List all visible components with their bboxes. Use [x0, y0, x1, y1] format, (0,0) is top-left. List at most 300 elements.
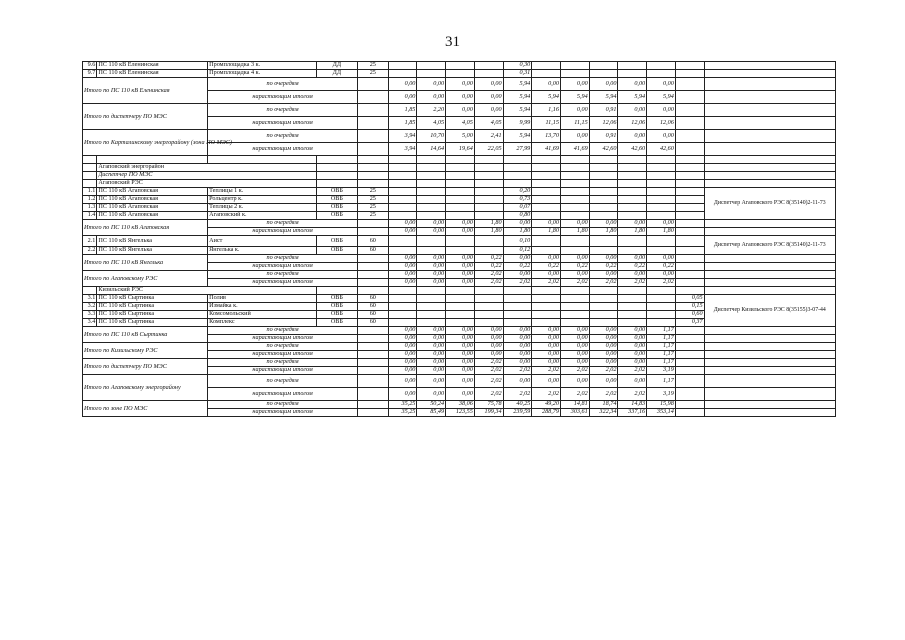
total-mode: нарастающим итогом	[208, 143, 358, 156]
empty-cell	[357, 172, 388, 180]
value-cell: 1,17	[647, 343, 676, 351]
value-cell	[532, 188, 561, 196]
value-cell: 0,00	[532, 343, 561, 351]
value-cell	[647, 70, 676, 78]
value-cell: 239,59	[503, 409, 532, 417]
value-cell: 0,00	[560, 327, 589, 335]
value-cell: 0,00	[532, 220, 561, 228]
empty-cell	[357, 351, 388, 359]
value-cell	[675, 359, 704, 367]
value-cell: 0,00	[446, 78, 475, 91]
value-cell	[474, 204, 503, 212]
value-cell: 0,22	[560, 263, 589, 271]
empty-cell	[704, 220, 835, 228]
value-cell	[532, 236, 561, 247]
substation-name: ПС 110 кВ Сыртинка	[97, 303, 208, 311]
empty-cell	[474, 156, 503, 164]
value-cell	[417, 62, 446, 70]
value-cell	[446, 70, 475, 78]
empty-cell	[83, 180, 97, 188]
value-cell	[675, 78, 704, 91]
value-cell	[388, 62, 417, 70]
ach-type: ОВБ	[316, 303, 357, 311]
value-cell: 0,00	[446, 255, 475, 263]
feeder-name: Промплощадка 3 к.	[208, 62, 317, 70]
feeder-name: Агаповский к.	[208, 212, 317, 220]
total-row-queue	[83, 359, 836, 367]
value-cell	[503, 303, 532, 311]
table-row	[83, 70, 836, 78]
value-cell	[474, 303, 503, 311]
value-cell: 0,00	[503, 359, 532, 367]
value-cell: 2,02	[589, 279, 618, 287]
total-mode: по очередям	[208, 359, 358, 367]
value-cell: 0,00	[532, 375, 561, 388]
setting-value: 60	[357, 319, 388, 327]
empty-cell	[560, 172, 589, 180]
value-cell: 0,00	[417, 388, 446, 401]
value-cell: 1,17	[647, 375, 676, 388]
empty-cell	[704, 164, 835, 172]
value-cell	[675, 388, 704, 401]
value-cell	[503, 319, 532, 327]
value-cell	[560, 212, 589, 220]
value-cell: 0,00	[446, 220, 475, 228]
table-row	[83, 295, 836, 303]
substation-name: ПС 110 кВ Янгелька	[97, 236, 208, 247]
total-label: Итого по ПС 110 кВ Сыртинка	[83, 327, 208, 343]
value-cell: 3,19	[647, 388, 676, 401]
empty-cell	[675, 164, 704, 172]
value-cell: 0,00	[647, 255, 676, 263]
value-cell: 0,00	[618, 78, 647, 91]
value-cell	[417, 311, 446, 319]
value-cell	[675, 263, 704, 271]
empty-cell	[83, 287, 97, 295]
empty-cell	[357, 327, 388, 335]
value-cell: 0,00	[388, 359, 417, 367]
value-cell: 0,22	[618, 263, 647, 271]
empty-cell	[417, 164, 446, 172]
value-cell: 0,00	[417, 367, 446, 375]
item-number: 3.2	[83, 303, 97, 311]
empty-cell	[388, 180, 417, 188]
value-cell: 0,00	[618, 335, 647, 343]
value-cell	[589, 236, 618, 247]
value-cell: 0,00	[618, 375, 647, 388]
value-cell: 0,00	[474, 104, 503, 117]
value-cell	[474, 188, 503, 196]
value-cell: 1,80	[560, 228, 589, 236]
value-cell	[675, 375, 704, 388]
value-cell: 5,94	[560, 91, 589, 104]
value-cell	[560, 303, 589, 311]
value-cell: 14,81	[560, 401, 589, 409]
empty-cell	[357, 220, 388, 228]
value-cell: 0,00	[618, 359, 647, 367]
value-cell: 1,80	[618, 228, 647, 236]
value-cell: 0,22	[474, 255, 503, 263]
empty-cell	[503, 164, 532, 172]
setting-value: 25	[357, 204, 388, 212]
value-cell	[675, 62, 704, 70]
empty-cell	[532, 156, 561, 164]
empty-cell	[675, 156, 704, 164]
total-row-queue	[83, 343, 836, 351]
value-cell: 1,85	[388, 104, 417, 117]
value-cell	[532, 295, 561, 303]
empty-cell	[417, 156, 446, 164]
value-cell	[675, 130, 704, 143]
ach-type: ДД	[316, 70, 357, 78]
value-cell: 35,25	[388, 409, 417, 417]
value-cell: 0,00	[417, 271, 446, 279]
value-cell: 12,06	[647, 117, 676, 130]
setting-value: 25	[357, 188, 388, 196]
value-cell	[417, 188, 446, 196]
setting-value: 60	[357, 311, 388, 319]
value-cell: 0,10	[503, 236, 532, 247]
value-cell: 0,00	[560, 359, 589, 367]
value-cell: 0,91	[589, 130, 618, 143]
value-cell	[388, 196, 417, 204]
value-cell: 14,64	[417, 143, 446, 156]
empty-cell	[589, 172, 618, 180]
value-cell	[446, 188, 475, 196]
value-cell: 0,30	[503, 62, 532, 70]
empty-cell	[357, 78, 388, 91]
value-cell	[388, 212, 417, 220]
value-cell	[589, 303, 618, 311]
value-cell	[532, 247, 561, 255]
setting-value: 60	[357, 247, 388, 255]
value-cell: 0,00	[417, 359, 446, 367]
value-cell: 0,22	[647, 263, 676, 271]
value-cell: 1,80	[647, 228, 676, 236]
value-cell: 0,00	[417, 335, 446, 343]
empty-cell	[388, 172, 417, 180]
value-cell: 0,00	[503, 351, 532, 359]
value-cell	[647, 319, 676, 327]
empty-cell	[357, 164, 388, 172]
value-cell	[675, 228, 704, 236]
empty-cell	[704, 70, 835, 78]
value-cell: 15,98	[647, 401, 676, 409]
ach-type: ОВБ	[316, 204, 357, 212]
value-cell	[560, 236, 589, 247]
total-mode: по очередям	[208, 130, 358, 143]
total-label: Итого по диспетчеру ПО МЭС	[83, 104, 208, 130]
total-mode: по очередям	[208, 255, 358, 263]
value-cell	[388, 204, 417, 212]
value-cell	[560, 295, 589, 303]
value-cell: 0,20	[503, 188, 532, 196]
value-cell: 0,00	[388, 279, 417, 287]
value-cell: 2,41	[474, 130, 503, 143]
item-number: 1.4	[83, 212, 97, 220]
value-cell	[618, 303, 647, 311]
total-mode: по очередям	[208, 78, 358, 91]
value-cell	[417, 295, 446, 303]
empty-cell	[589, 287, 618, 295]
value-cell	[647, 311, 676, 319]
total-row-queue	[83, 327, 836, 335]
empty-cell	[704, 156, 835, 164]
value-cell	[675, 188, 704, 196]
total-mode: по очередям	[208, 220, 358, 228]
value-cell: 0,00	[446, 335, 475, 343]
value-cell	[647, 188, 676, 196]
feeder-name: Комсомольский	[208, 311, 317, 319]
empty-cell	[704, 263, 835, 271]
value-cell: 0,00	[560, 78, 589, 91]
value-cell	[589, 70, 618, 78]
ach-type: ОВБ	[316, 212, 357, 220]
value-cell: 42,60	[647, 143, 676, 156]
value-cell	[560, 196, 589, 204]
substation-name: ПС 110 кВ Агаповская	[97, 188, 208, 196]
item-number: 2.1	[83, 236, 97, 247]
empty-cell	[618, 156, 647, 164]
empty-cell	[357, 104, 388, 117]
value-cell: 0,00	[474, 351, 503, 359]
dispatcher-note: Диспетчер Кизильского РЭС 8(35155)3-07-44	[704, 295, 835, 327]
value-cell	[417, 247, 446, 255]
empty-cell	[316, 180, 357, 188]
value-cell	[589, 204, 618, 212]
value-cell: 0,00	[618, 327, 647, 335]
value-cell: 0,00	[446, 367, 475, 375]
value-cell: 0,00	[446, 228, 475, 236]
value-cell: 0,00	[560, 130, 589, 143]
value-cell: 353,14	[647, 409, 676, 417]
value-cell	[589, 188, 618, 196]
empty-cell	[704, 409, 835, 417]
section-title: Агаповский РЭС	[97, 180, 317, 188]
empty-cell	[704, 401, 835, 409]
ach-type: ОВБ	[316, 196, 357, 204]
total-mode: по очередям	[208, 375, 358, 388]
empty-cell	[704, 62, 835, 70]
value-cell: 0,00	[388, 263, 417, 271]
value-cell: 4,05	[446, 117, 475, 130]
value-cell: 3,94	[388, 143, 417, 156]
value-cell: 11,15	[532, 117, 561, 130]
value-cell	[532, 70, 561, 78]
value-cell	[474, 247, 503, 255]
value-cell	[446, 204, 475, 212]
value-cell: 2,02	[503, 279, 532, 287]
value-cell	[647, 236, 676, 247]
value-cell: 0,12	[503, 247, 532, 255]
substation-name: ПС 110 кВ Агаповская	[97, 196, 208, 204]
value-cell: 12,06	[618, 117, 647, 130]
substation-name: ПС 110 кВ Сыртинка	[97, 319, 208, 327]
value-cell	[675, 91, 704, 104]
value-cell	[560, 247, 589, 255]
dispatcher-note: Диспетчер Агаповского РЭС 8(35140)2-11-73	[704, 236, 835, 255]
empty-cell	[357, 359, 388, 367]
value-cell: 0,00	[532, 359, 561, 367]
empty-cell	[704, 130, 835, 143]
empty-cell	[704, 180, 835, 188]
value-cell: 0,00	[589, 327, 618, 335]
ach-type: ОВБ	[316, 236, 357, 247]
table-row	[83, 62, 836, 70]
value-cell: 0,00	[446, 104, 475, 117]
value-cell: 0,22	[474, 263, 503, 271]
empty-cell	[704, 343, 835, 351]
value-cell: 0,05	[675, 295, 704, 303]
empty-cell	[357, 271, 388, 279]
value-cell	[417, 319, 446, 327]
empty-cell	[675, 172, 704, 180]
empty-cell	[704, 91, 835, 104]
empty-cell	[357, 143, 388, 156]
value-cell: 0,00	[388, 335, 417, 343]
total-label: Итого по Кизильскому РЭС	[83, 343, 208, 359]
setting-value: 60	[357, 295, 388, 303]
empty-cell	[357, 117, 388, 130]
value-cell: 0,00	[417, 255, 446, 263]
value-cell	[417, 70, 446, 78]
empty-cell	[704, 359, 835, 367]
value-cell	[446, 212, 475, 220]
item-number: 1.3	[83, 204, 97, 212]
value-cell	[532, 311, 561, 319]
empty-cell	[357, 255, 388, 263]
empty-cell	[357, 335, 388, 343]
ach-type: ОВБ	[316, 295, 357, 303]
empty-cell	[560, 164, 589, 172]
value-cell: 0,00	[446, 359, 475, 367]
ach-type: ОВБ	[316, 319, 357, 327]
empty-cell	[675, 180, 704, 188]
total-row-queue	[83, 78, 836, 91]
value-cell: 0,00	[618, 343, 647, 351]
value-cell: 0,00	[560, 335, 589, 343]
value-cell: 18,74	[589, 401, 618, 409]
value-cell	[675, 220, 704, 228]
empty-cell	[474, 164, 503, 172]
empty-cell	[704, 255, 835, 263]
value-cell: 40,25	[503, 401, 532, 409]
value-cell: 0,00	[503, 343, 532, 351]
value-cell	[474, 70, 503, 78]
value-cell: 0,00	[560, 351, 589, 359]
setting-value: 60	[357, 236, 388, 247]
empty-cell	[83, 156, 97, 164]
value-cell	[474, 196, 503, 204]
ach-type: ОВБ	[316, 247, 357, 255]
value-cell: 5,94	[589, 91, 618, 104]
value-cell: 1,17	[647, 327, 676, 335]
total-mode: нарастающим итогом	[208, 263, 358, 271]
item-number: 2.2	[83, 247, 97, 255]
value-cell: 1,17	[647, 359, 676, 367]
empty-cell	[647, 287, 676, 295]
total-row-queue	[83, 104, 836, 117]
value-cell	[417, 204, 446, 212]
value-cell	[647, 295, 676, 303]
value-cell	[474, 236, 503, 247]
empty-cell	[316, 172, 357, 180]
value-cell: 0,00	[503, 335, 532, 343]
value-cell: 0,00	[446, 351, 475, 359]
value-cell: 0,00	[618, 255, 647, 263]
total-mode: нарастающим итогом	[208, 279, 358, 287]
value-cell: 0,00	[417, 220, 446, 228]
empty-cell	[704, 279, 835, 287]
empty-cell	[589, 156, 618, 164]
value-cell	[474, 311, 503, 319]
value-cell: 0,00	[388, 271, 417, 279]
empty-cell	[316, 156, 357, 164]
total-row-queue	[83, 401, 836, 409]
section-row	[83, 180, 836, 188]
value-cell: 13,70	[532, 130, 561, 143]
value-cell: 0,00	[388, 351, 417, 359]
total-mode: по очередям	[208, 104, 358, 117]
value-cell: 0,00	[417, 91, 446, 104]
value-cell	[388, 303, 417, 311]
total-label: Итого по ПС 110 кВ Янгелька	[83, 255, 208, 271]
value-cell: 0,00	[532, 78, 561, 91]
value-cell: 2,02	[618, 388, 647, 401]
empty-cell	[503, 180, 532, 188]
dispatcher-note: Диспетчер Агаповского РЭС 8(35140)2-11-73	[704, 188, 835, 220]
value-cell: 2,02	[474, 367, 503, 375]
empty-cell	[704, 228, 835, 236]
value-cell: 0,00	[446, 271, 475, 279]
substation-name: ПС 110 кВ Сыртинка	[97, 295, 208, 303]
value-cell	[675, 143, 704, 156]
empty-cell	[532, 287, 561, 295]
substation-name: ПС 110 кВ Агаповская	[97, 212, 208, 220]
empty-cell	[446, 156, 475, 164]
value-cell: 288,79	[532, 409, 561, 417]
empty-cell	[357, 263, 388, 271]
value-cell: 0,00	[474, 78, 503, 91]
feeder-name: Комплекс	[208, 319, 317, 327]
empty-cell	[357, 91, 388, 104]
total-row-queue	[83, 255, 836, 263]
value-cell	[474, 295, 503, 303]
value-cell	[532, 62, 561, 70]
value-cell	[618, 247, 647, 255]
value-cell: 0,00	[474, 91, 503, 104]
value-cell	[618, 70, 647, 78]
value-cell: 0,00	[532, 351, 561, 359]
value-cell: 0,00	[589, 78, 618, 91]
total-label: Итого по Карталинскому энергорайону (зона ПО МЭС)	[83, 130, 208, 156]
empty-cell	[647, 172, 676, 180]
value-cell	[417, 196, 446, 204]
value-cell	[675, 367, 704, 375]
value-cell	[503, 311, 532, 319]
empty-cell	[560, 180, 589, 188]
value-cell: 0,00	[589, 343, 618, 351]
value-cell	[675, 409, 704, 417]
empty-cell	[589, 180, 618, 188]
empty-cell	[83, 164, 97, 172]
section-title: Диспетчер ПО МЭС	[97, 172, 317, 180]
value-cell: 41,69	[532, 143, 561, 156]
value-cell: 0,31	[503, 70, 532, 78]
value-cell: 49,20	[532, 401, 561, 409]
value-cell: 2,02	[560, 367, 589, 375]
value-cell: 0,00	[618, 130, 647, 143]
